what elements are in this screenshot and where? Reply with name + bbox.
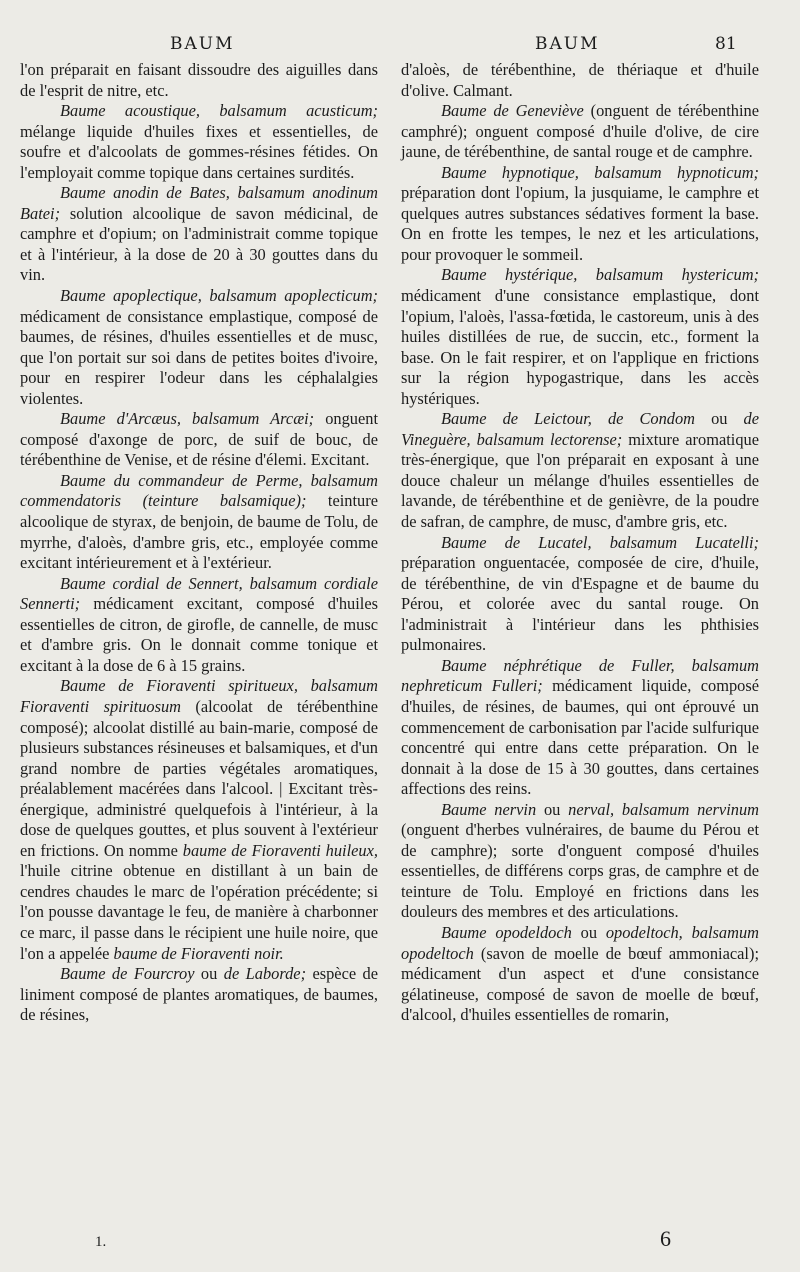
- dictionary-entry: Baume nervin ou nerval, balsamum nervinum (onguent d'herbes vulnéraires, de baume du Pérou et de camphre); sorte d'onguent composé d'huiles essentielles, de différens corps gras, de camphre et de teinture de Tolu. Employé en frictions dans les douleurs des membres et des articulations.: [401, 799, 759, 922]
- dictionary-entry: Baume de Geneviève (onguent de térébenthine camphré); onguent composé d'huile d'olive, de cire jaune, de térébenthine, de santal rouge et de camphre.: [401, 101, 759, 162]
- running-head-right: BAUM: [535, 34, 600, 54]
- dictionary-entry: Baume hypnotique, balsamum hypnoticum; préparation dont l'opium, la jusquiame, le camphre et quelques autres substances sédatives forment la base. On en frotte les tempes, le nez et les articulations, pour provoquer le sommeil.: [401, 162, 759, 264]
- dictionary-entry: Baume d'Arcæus, balsamum Arcæi; onguent composé d'axonge de porc, de suif de bouc, de térébenthine de Venise, et de résine d'élemi. Excitant.: [20, 409, 379, 470]
- page-number: 81: [715, 34, 737, 54]
- left-column: [20, 60, 378, 1026]
- right-column: [401, 60, 759, 1026]
- dictionary-entry: Baume acoustique, balsamum acusticum; mélange liquide d'huiles fixes et essentielles, de soufre et d'alcoolats de gommes-résines fétides. On l'employait comme topique dans certaines surdités.: [20, 101, 378, 182]
- dictionary-entry: Baume opodeldoch ou opodeltoch, balsamum opodeltoch (savon de moelle de bœuf ammoniacal); médicament d'un aspect et d'une consistance gélatineuse, composé de savon de moelle de bœuf, d'alcool, d'huiles essentielles de romarin,: [401, 922, 759, 1025]
- dictionary-entry: Baume de Fourcroy ou de Laborde; espèce de liniment composé de plantes aromatiques, de baumes, de résines,: [20, 964, 379, 1025]
- dictionary-entry: Baume apoplectique, balsamum apoplecticum; médicament de consistance emplastique, composé de baumes, de résines, d'huiles essentielles et de musc, que l'on portait sur soi dans de petites boites d'ivoire, pour en respirer l'odeur dans les céphalalgies violentes.: [20, 286, 378, 408]
- dictionary-entry: Baume du commandeur de Perme, balsamum commendatoris (teinture balsamique); teinture alcoolique de styrax, de benjoin, de baume de Tolu, de myrrhe, d'aloès, d'ambre gris, etc., employée comme excitant intérieurement et à l'extérieur.: [20, 470, 378, 573]
- dictionary-entry: Baume de Leictour, de Condom ou de Vineguère, balsamum lectorense; mixture aromatique très-énergique, que l'on préparait en exposant à une douce chaleur un mélange d'huiles essentielles de lavande, de térébenthine et de genièvre, de la poudre de safran, de camphre, de musc, d'ambre gris, etc.: [401, 409, 760, 532]
- dictionary-entry: d'aloès, de térébenthine, de thériaque et d'huile d'olive. Calmant.: [401, 60, 759, 100]
- dictionary-entry: l'on préparait en faisant dissoudre des aiguilles dans de l'esprit de nitre, etc.: [20, 60, 378, 100]
- running-head-left: BAUM: [170, 34, 235, 54]
- dictionary-entry: Baume de Lucatel, balsamum Lucatelli; préparation onguentacée, composée de cire, d'huile, de térébenthine, de vin d'Espagne et de baume du Pérou, et colorée avec du santal rouge. On l'administrait à l'intérieur dans les phthisies pulmonaires.: [401, 532, 759, 655]
- dictionary-entry: Baume hystérique, balsamum hystericum; médicament d'une consistance emplastique, dont l'opium, l'aloès, l'assa-fœtida, le castoreum, unis à des huiles distillées de rue, de succin, etc., forment la base. On le fait respirer, et on l'applique en frictions sur la région hypogastrique, dans les accès hystériques.: [401, 265, 759, 408]
- dictionary-entry: Baume cordial de Sennert, balsamum cordiale Sennerti; médicament excitant, composé d'huiles essentielles de citron, de girofle, de cannelle, de musc et d'ambre gris. On le donnait comme tonique et excitant à la dose de 6 à 15 grains.: [20, 573, 378, 675]
- signature-mark-left: 1.: [95, 1234, 107, 1250]
- dictionary-entry: Baume de Fioraventi spiritueux, balsamum Fioraventi spirituosum (alcoolat de térébenthine composé); alcoolat distillé au bain-marie, composé de plusieurs substances résineuses et balsamiques, et d'un grand nombre de parties végétales aromatiques, préalablement macérées dans l'alcool. | Excitant très-énergique, administré quelquefois à l'intérieur, à la dose de quelques gouttes, et plus souvent à l'extérieur en frictions. On nomme baume de Fioraventi huileux, l'huile citrine obtenue en distillant à un bain de cendres chaudes le marc de l'opération précédente; si l'on pousse davantage le feu, de manière à charbonner ce marc, il passe dans le récipient une huile noire, que l'on a appelée baume de Fioraventi noir.: [20, 676, 378, 963]
- dictionary-entry: Baume anodin de Bates, balsamum anodinum Batei; solution alcoolique de savon médicinal, de camphre et d'opium; on l'administrait comme topique et à l'intérieur, à la dose de 20 à 30 gouttes dans du vin.: [20, 183, 378, 285]
- dictionary-entry: Baume néphrétique de Fuller, balsamum nephreticum Fulleri; médicament liquide, composé d'huiles, de résines, de baumes, qui ont éprouvé un commencement de carbonisation par l'acide sulfurique concentré qui entre dans cette préparation. On le donnait à la dose de 15 à 30 gouttes, dans certaines affections des reins.: [401, 655, 759, 799]
- signature-mark-right: 6: [660, 1226, 671, 1251]
